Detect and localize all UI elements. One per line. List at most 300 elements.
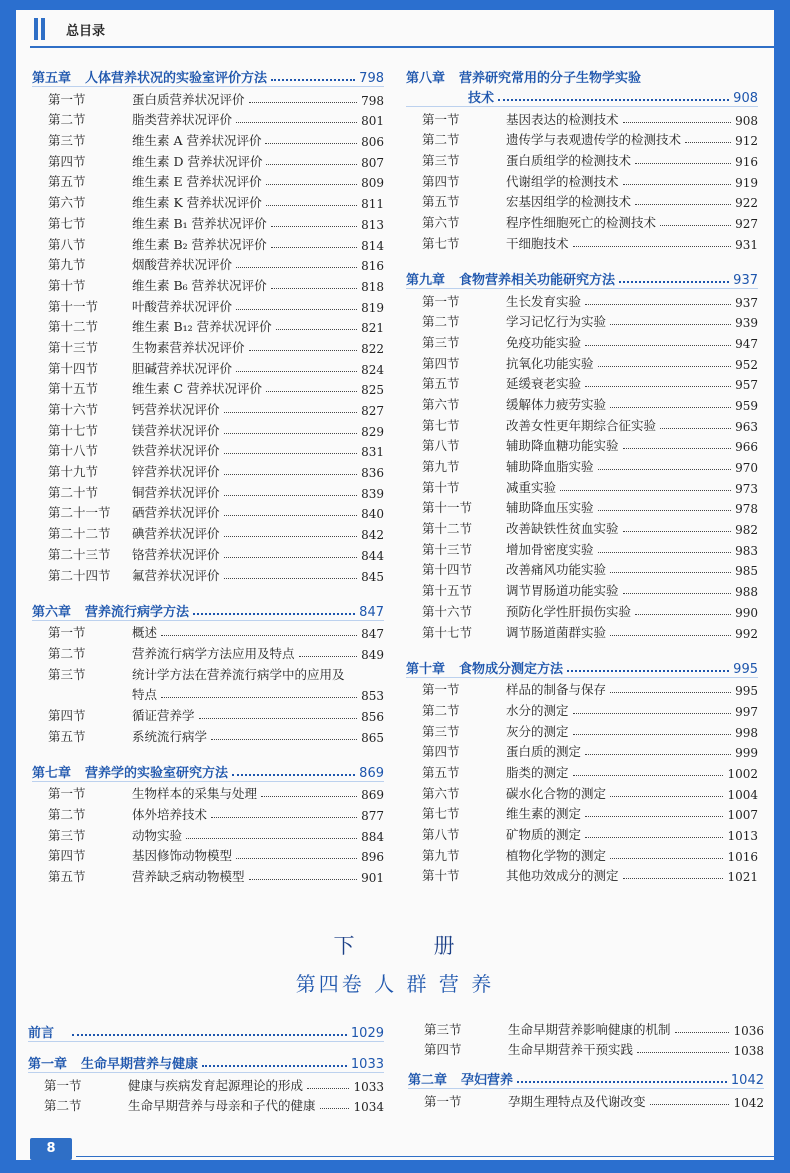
leader-dots bbox=[610, 324, 731, 325]
section-title: 基因表达的检测技术 bbox=[506, 111, 619, 127]
section-entry bbox=[408, 1017, 764, 1038]
section-entry bbox=[406, 128, 758, 149]
section-number: 第三节 bbox=[422, 723, 460, 739]
section-title: 基因修饰动物模型 bbox=[132, 848, 233, 864]
section-page: 937 bbox=[735, 295, 758, 310]
section-number: 第七节 bbox=[422, 806, 460, 822]
leader-dots bbox=[224, 495, 358, 496]
section-title: 维生素 B₁ 营养状况评价 bbox=[132, 215, 267, 231]
leader-dots bbox=[585, 837, 723, 838]
section-entry bbox=[406, 289, 758, 310]
page-header bbox=[16, 10, 774, 50]
section-number: 第五节 bbox=[48, 728, 86, 744]
section-number: 第十九节 bbox=[48, 464, 99, 480]
section-number: 第二节 bbox=[48, 645, 86, 661]
section-page: 806 bbox=[361, 135, 384, 150]
section-page: 978 bbox=[735, 502, 758, 517]
leader-dots bbox=[161, 697, 357, 698]
section-title: 系统流行病学 bbox=[132, 728, 208, 744]
leader-dots bbox=[199, 718, 358, 719]
section-page: 884 bbox=[361, 829, 384, 844]
section-entry bbox=[32, 211, 384, 232]
section-page: 947 bbox=[735, 336, 758, 351]
section-title: 维生素 B₁₂ 营养状况评价 bbox=[132, 319, 272, 335]
section-number: 第九节 bbox=[48, 257, 86, 273]
section-entry bbox=[32, 621, 384, 642]
section-number: 第十四节 bbox=[422, 562, 473, 578]
section-number: 第二十三节 bbox=[48, 546, 111, 562]
chapter-title-continued: 技术 bbox=[468, 91, 495, 106]
section-page: 849 bbox=[361, 647, 384, 662]
leader-dots bbox=[266, 164, 357, 165]
section-entry bbox=[406, 678, 758, 699]
leader-dots bbox=[276, 329, 357, 330]
chapter-number: 第八章 bbox=[406, 71, 446, 86]
header-title: 总目录 bbox=[66, 24, 106, 39]
chapter-page: 869 bbox=[359, 765, 384, 781]
section-number: 第三节 bbox=[48, 133, 86, 149]
section-page: 807 bbox=[361, 155, 384, 170]
section-title: 增加骨密度实验 bbox=[506, 541, 594, 557]
section-page: 1002 bbox=[727, 766, 758, 781]
section-number: 第一节 bbox=[48, 625, 86, 641]
chapter-heading-line bbox=[406, 64, 758, 86]
section-title: 硒营养状况评价 bbox=[132, 505, 220, 521]
leader-dots bbox=[266, 184, 358, 185]
leader-dots bbox=[585, 304, 731, 305]
section-entry bbox=[406, 599, 758, 620]
section-entry bbox=[32, 232, 384, 253]
chapter-title: 孕妇营养 bbox=[461, 1073, 514, 1089]
section-page: 990 bbox=[735, 605, 758, 620]
section-title: 生物素营养状况评价 bbox=[132, 339, 245, 355]
section-entry bbox=[32, 273, 384, 294]
chapter-title: 营养研究常用的分子生物学实验 bbox=[459, 71, 642, 86]
section-title: 调节肠道菌群实验 bbox=[506, 624, 607, 640]
section-entry bbox=[32, 782, 384, 803]
section-page: 829 bbox=[361, 424, 384, 439]
section-entry bbox=[406, 372, 758, 393]
section-page: 963 bbox=[735, 419, 758, 434]
leader-dots bbox=[224, 474, 358, 475]
chapter-heading bbox=[28, 1019, 384, 1042]
section-entry bbox=[406, 454, 758, 475]
leader-dots bbox=[224, 557, 358, 558]
section-number: 第八节 bbox=[48, 236, 86, 252]
section-title: 胆碱营养状况评价 bbox=[132, 360, 233, 376]
section-title: 氟营养状况评价 bbox=[132, 567, 220, 583]
section-title: 抗氧化功能实验 bbox=[506, 355, 594, 371]
chapter-title: 食物营养相关功能研究方法 bbox=[459, 272, 616, 288]
section-number: 第十二节 bbox=[422, 521, 473, 537]
section-page: 831 bbox=[361, 445, 384, 460]
leader-dots bbox=[224, 412, 358, 413]
leader-dots bbox=[271, 247, 357, 248]
section-number: 第三节 bbox=[424, 1021, 462, 1037]
leader-dots bbox=[498, 99, 729, 101]
section-page: 1042 bbox=[733, 1096, 764, 1111]
header-bar-icon bbox=[34, 18, 38, 40]
leader-dots bbox=[635, 163, 731, 164]
section-page: 809 bbox=[361, 176, 384, 191]
section-entry bbox=[32, 542, 384, 563]
chapter-page: 1029 bbox=[350, 1026, 384, 1041]
chapter-title: 生命早期营养与健康 bbox=[81, 1057, 199, 1072]
section-number: 第四节 bbox=[422, 355, 460, 371]
section-number: 第十一节 bbox=[48, 298, 99, 314]
section-number: 第一节 bbox=[48, 786, 86, 802]
section-number: 第一节 bbox=[44, 1077, 82, 1093]
section-number: 第三节 bbox=[48, 827, 86, 843]
leader-dots bbox=[161, 635, 357, 636]
section-number: 第四节 bbox=[48, 707, 86, 723]
section-title: 脂类营养状况评价 bbox=[132, 112, 233, 128]
leader-dots bbox=[650, 1104, 730, 1105]
section-number: 第六节 bbox=[422, 215, 460, 231]
leader-dots bbox=[271, 288, 357, 289]
section-page: 824 bbox=[361, 362, 384, 377]
section-entry bbox=[28, 1073, 384, 1094]
section-entry bbox=[32, 844, 384, 865]
section-entry bbox=[32, 480, 384, 501]
leader-dots bbox=[610, 572, 731, 573]
section-number: 第十六节 bbox=[422, 603, 473, 619]
section-entry bbox=[32, 87, 384, 108]
section-number: 第四节 bbox=[422, 744, 460, 760]
leader-dots bbox=[265, 143, 357, 144]
leader-dots bbox=[320, 1108, 350, 1109]
chapter-heading bbox=[408, 1066, 764, 1089]
leader-dots bbox=[610, 692, 731, 693]
section-page: 811 bbox=[361, 197, 384, 212]
section-number: 第十三节 bbox=[48, 339, 99, 355]
section-number: 第四节 bbox=[422, 173, 460, 189]
section-number: 第十八节 bbox=[48, 443, 99, 459]
section-page: 1033 bbox=[353, 1079, 384, 1094]
leader-dots bbox=[598, 552, 732, 553]
leader-dots bbox=[585, 386, 731, 387]
section-title: 调节胃肠道功能实验 bbox=[506, 583, 619, 599]
section-number: 第七节 bbox=[422, 417, 460, 433]
section-title: 水分的测定 bbox=[506, 702, 569, 718]
section-title: 蛋白质组学的检测技术 bbox=[506, 153, 632, 169]
section-entry bbox=[32, 802, 384, 823]
section-number: 第二十节 bbox=[48, 484, 99, 500]
leader-dots bbox=[224, 536, 358, 537]
section-entry bbox=[406, 169, 758, 190]
section-title: 宏基因组学的检测技术 bbox=[506, 194, 632, 210]
section-entry bbox=[32, 662, 384, 683]
section-entry bbox=[32, 703, 384, 724]
section-number: 第一节 bbox=[422, 682, 460, 698]
section-number: 第八节 bbox=[422, 438, 460, 454]
section-entry bbox=[406, 558, 758, 579]
section-page: 877 bbox=[361, 809, 384, 823]
leader-dots bbox=[271, 226, 357, 227]
section-title: 免疫功能实验 bbox=[506, 334, 582, 350]
section-page: 982 bbox=[735, 523, 758, 538]
section-title: 灰分的测定 bbox=[506, 723, 569, 739]
section-title: 维生素 A 营养状况评价 bbox=[132, 133, 262, 149]
section-page: 1038 bbox=[733, 1044, 764, 1059]
section-number: 第十四节 bbox=[48, 360, 99, 376]
chapter-heading bbox=[406, 655, 758, 678]
leader-dots bbox=[193, 613, 355, 615]
section-entry bbox=[408, 1089, 764, 1110]
section-page: 816 bbox=[361, 259, 384, 274]
toc-right-column bbox=[406, 62, 758, 884]
section-title: 蛋白质营养状况评价 bbox=[132, 91, 245, 107]
section-number: 第十六节 bbox=[48, 402, 99, 417]
section-title: 维生素 B₆ 营养状况评价 bbox=[132, 277, 267, 293]
leader-dots bbox=[573, 734, 732, 735]
section-entry bbox=[406, 760, 758, 781]
section-page: 901 bbox=[361, 871, 384, 886]
section-title: 脂类的测定 bbox=[506, 764, 569, 780]
section-title: 镁营养状况评价 bbox=[132, 422, 220, 438]
section-entry bbox=[406, 802, 758, 823]
section-page: 931 bbox=[735, 237, 758, 252]
section-title: 营养流行病学方法应用及特点 bbox=[132, 645, 295, 661]
leader-dots bbox=[623, 531, 732, 532]
section-entry bbox=[32, 108, 384, 129]
chapter-page: 995 bbox=[733, 661, 758, 677]
section-number: 第四节 bbox=[48, 153, 86, 169]
section-entry bbox=[406, 392, 758, 413]
volume-part bbox=[16, 930, 774, 960]
section-number: 第七节 bbox=[48, 215, 86, 231]
section-title: 植物化学物的测定 bbox=[506, 847, 607, 863]
leader-dots bbox=[623, 878, 724, 879]
section-number: 第三节 bbox=[422, 334, 460, 350]
section-title: 烟酸营养状况评价 bbox=[132, 257, 233, 273]
section-title: 叶酸营养状况评价 bbox=[132, 298, 233, 314]
section-page: 847 bbox=[361, 627, 384, 642]
section-entry bbox=[32, 253, 384, 274]
section-title: 维生素 K 营养状况评价 bbox=[132, 195, 262, 211]
section-title: 生物样本的采集与处理 bbox=[132, 786, 258, 802]
leader-dots bbox=[186, 838, 357, 839]
leader-dots bbox=[623, 122, 732, 123]
header-rule bbox=[30, 46, 774, 48]
section-page: 1004 bbox=[727, 787, 758, 802]
leader-dots bbox=[635, 204, 731, 205]
leader-dots bbox=[266, 391, 357, 392]
chapter-page: 908 bbox=[733, 91, 758, 106]
chapter-number: 第六章 bbox=[32, 604, 72, 620]
leader-dots bbox=[560, 490, 731, 491]
section-page: 966 bbox=[735, 440, 758, 455]
leader-dots bbox=[585, 816, 723, 817]
section-page: 813 bbox=[361, 217, 384, 232]
section-title: 辅助降血脂实验 bbox=[506, 459, 594, 474]
section-entry bbox=[406, 475, 758, 496]
section-title: 延缓衰老实验 bbox=[506, 376, 582, 392]
section-entry bbox=[32, 724, 384, 745]
section-number: 第五节 bbox=[422, 764, 460, 780]
section-page: 997 bbox=[735, 704, 758, 719]
section-entry bbox=[406, 434, 758, 455]
section-page: 959 bbox=[735, 398, 758, 413]
leader-dots bbox=[685, 142, 731, 143]
section-page: 922 bbox=[735, 196, 758, 211]
section-page: 853 bbox=[361, 689, 384, 704]
section-entry bbox=[32, 335, 384, 356]
section-number: 第十七节 bbox=[48, 422, 99, 438]
section-number: 第二节 bbox=[422, 132, 460, 148]
section-page: 957 bbox=[735, 378, 758, 393]
chapter-number: 第五章 bbox=[32, 71, 72, 86]
section-title: 维生素 B₂ 营养状况评价 bbox=[132, 236, 267, 252]
leader-dots bbox=[598, 510, 732, 511]
section-title: 铜营养状况评价 bbox=[132, 484, 220, 500]
section-entry bbox=[32, 823, 384, 844]
section-entry bbox=[32, 641, 384, 662]
section-title: 辅助降血糖功能实验 bbox=[506, 438, 619, 454]
leader-dots bbox=[299, 656, 358, 657]
section-entry bbox=[406, 107, 758, 128]
section-title: 锌营养状况评价 bbox=[132, 464, 220, 480]
section-title: 干细胞技术 bbox=[506, 235, 569, 251]
volume-heading bbox=[16, 930, 774, 997]
section-entry bbox=[32, 149, 384, 170]
section-number: 第二十一节 bbox=[48, 505, 111, 521]
leader-dots bbox=[610, 407, 731, 408]
section-page: 1013 bbox=[727, 829, 758, 843]
leader-dots bbox=[517, 1081, 727, 1083]
section-entry bbox=[408, 1038, 764, 1059]
section-page: 927 bbox=[735, 217, 758, 232]
chapter-page: 847 bbox=[359, 604, 384, 620]
section-number: 第四节 bbox=[48, 848, 86, 864]
section-title-continued: 特点 bbox=[132, 687, 158, 703]
chapter-number: 第九章 bbox=[406, 272, 446, 288]
section-number: 第七节 bbox=[422, 235, 460, 251]
section-entry bbox=[32, 397, 384, 418]
section-title: 动物实验 bbox=[132, 827, 183, 843]
section-number: 第一节 bbox=[422, 111, 460, 127]
chapter-number: 第一章 bbox=[28, 1057, 68, 1072]
header-bar-icon bbox=[41, 18, 45, 40]
section-title: 遗传学与表观遗传学的检测技术 bbox=[506, 132, 682, 148]
chapter-number: 第十章 bbox=[406, 661, 446, 677]
leader-dots bbox=[236, 309, 357, 310]
leader-dots bbox=[271, 79, 355, 81]
leader-dots bbox=[660, 225, 731, 226]
leader-dots bbox=[585, 345, 731, 346]
section-title: 概述 bbox=[132, 625, 158, 641]
page bbox=[16, 10, 774, 1160]
section-page: 999 bbox=[735, 746, 758, 761]
toc-left-column bbox=[32, 62, 384, 885]
leader-dots bbox=[598, 366, 732, 367]
chapter-title: 食物成分测定方法 bbox=[459, 661, 564, 677]
leader-dots bbox=[567, 670, 729, 672]
section-title: 生命早期营养干预实践 bbox=[508, 1042, 634, 1058]
chapter-title: 营养流行病学方法 bbox=[85, 604, 190, 620]
section-entry bbox=[406, 330, 758, 351]
section-entry bbox=[32, 864, 384, 885]
section-number: 第二节 bbox=[48, 807, 86, 822]
section-entry bbox=[406, 210, 758, 231]
section-number: 第九节 bbox=[422, 459, 460, 474]
section-page: 988 bbox=[735, 585, 758, 600]
section-page: 814 bbox=[361, 238, 384, 253]
section-entry bbox=[406, 719, 758, 740]
section-page: 970 bbox=[735, 461, 758, 475]
leader-dots bbox=[249, 350, 358, 351]
section-number: 第十一节 bbox=[422, 500, 473, 516]
section-title: 营养缺乏病动物模型 bbox=[132, 869, 245, 885]
section-title: 维生素 C 营养状况评价 bbox=[132, 381, 263, 397]
section-page: 916 bbox=[735, 155, 758, 170]
section-page: 836 bbox=[361, 466, 384, 481]
section-page: 869 bbox=[361, 788, 384, 803]
section-page: 1021 bbox=[727, 870, 758, 885]
section-title: 铬营养状况评价 bbox=[132, 546, 220, 562]
leader-dots bbox=[211, 817, 357, 818]
section-page: 842 bbox=[361, 528, 384, 543]
leader-dots bbox=[573, 246, 732, 247]
section-title: 生命早期营养影响健康的机制 bbox=[508, 1021, 671, 1037]
section-number: 第六节 bbox=[422, 396, 460, 412]
chapter-heading-line bbox=[406, 86, 758, 106]
section-page: 1016 bbox=[727, 849, 758, 864]
leader-dots bbox=[307, 1088, 349, 1089]
section-number: 第三节 bbox=[422, 153, 460, 169]
section-entry bbox=[406, 351, 758, 372]
leader-dots bbox=[598, 469, 732, 470]
section-entry bbox=[406, 190, 758, 211]
section-title: 碳水化合物的测定 bbox=[506, 785, 607, 801]
section-page: 801 bbox=[361, 114, 384, 129]
section-title: 代谢组学的检测技术 bbox=[506, 173, 619, 189]
chapter-number: 第七章 bbox=[32, 765, 72, 781]
section-entry bbox=[32, 377, 384, 398]
section-entry bbox=[32, 521, 384, 542]
chapter-number: 前言 bbox=[28, 1026, 55, 1041]
section-number: 第十节 bbox=[422, 479, 460, 495]
section-entry bbox=[406, 516, 758, 537]
section-entry bbox=[28, 1094, 384, 1115]
chapter-heading bbox=[32, 598, 384, 621]
section-entry bbox=[406, 148, 758, 169]
section-title: 预防化学性肝损伤实验 bbox=[506, 603, 632, 619]
leader-dots bbox=[224, 515, 358, 516]
leader-dots bbox=[610, 635, 731, 636]
section-page: 973 bbox=[735, 481, 758, 496]
chapter-heading bbox=[32, 64, 384, 87]
leader-dots bbox=[232, 774, 355, 776]
leader-dots bbox=[236, 267, 357, 268]
section-page: 896 bbox=[361, 850, 384, 865]
leader-dots bbox=[236, 122, 357, 123]
section-page: 1036 bbox=[733, 1023, 764, 1038]
section-title: 生长发育实验 bbox=[506, 293, 582, 309]
section-number: 第九节 bbox=[422, 847, 460, 863]
section-number: 第二节 bbox=[44, 1098, 82, 1114]
volume-part-1: 下 bbox=[333, 934, 357, 958]
section-number: 第十七节 bbox=[422, 624, 473, 640]
section-page: 798 bbox=[361, 93, 384, 108]
section-number: 第一节 bbox=[48, 91, 86, 107]
section-title: 生命早期营养与母亲和子代的健康 bbox=[128, 1098, 316, 1114]
leader-dots bbox=[675, 1032, 730, 1033]
section-number: 第一节 bbox=[424, 1094, 462, 1110]
section-entry bbox=[32, 294, 384, 315]
section-entry bbox=[406, 578, 758, 599]
chapter-heading bbox=[406, 266, 758, 289]
